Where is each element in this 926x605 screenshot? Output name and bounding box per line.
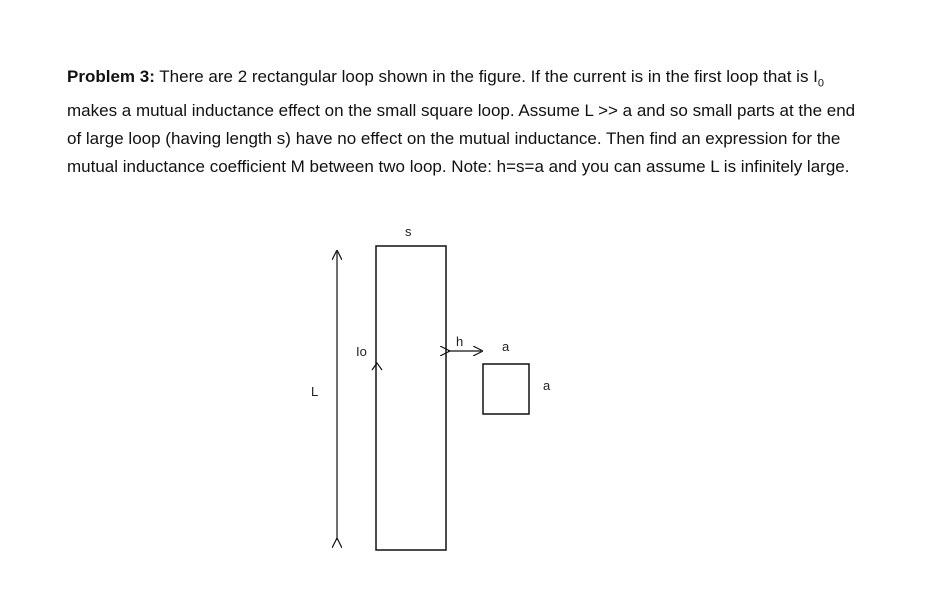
label-L: L <box>311 384 319 399</box>
small-square-loop <box>483 364 529 414</box>
large-rectangular-loop <box>376 246 446 550</box>
problem-text-part2: makes a mutual inductance effect on the small square loop. Assume L >> a and so small parts at the end of large loop (having length s) have no effect on the mutual inductance. Then find an expression for the mutual inductance coefficient M between two loop. Note: h=s=a and you can assume L is infinitely large. <box>67 101 856 177</box>
label-a-side: a <box>543 378 551 393</box>
current-arrow-icon <box>372 363 382 370</box>
current-subscript: 0 <box>817 77 825 90</box>
label-Io: Io <box>356 344 367 359</box>
label-s: s <box>405 224 412 239</box>
problem-heading: Problem 3: <box>67 67 155 86</box>
problem-text-part1: There are 2 rectangular loop shown in the figure. If the current is in the first loop that is I <box>154 67 818 86</box>
label-a-top: a <box>502 339 510 354</box>
label-h: h <box>456 334 464 349</box>
